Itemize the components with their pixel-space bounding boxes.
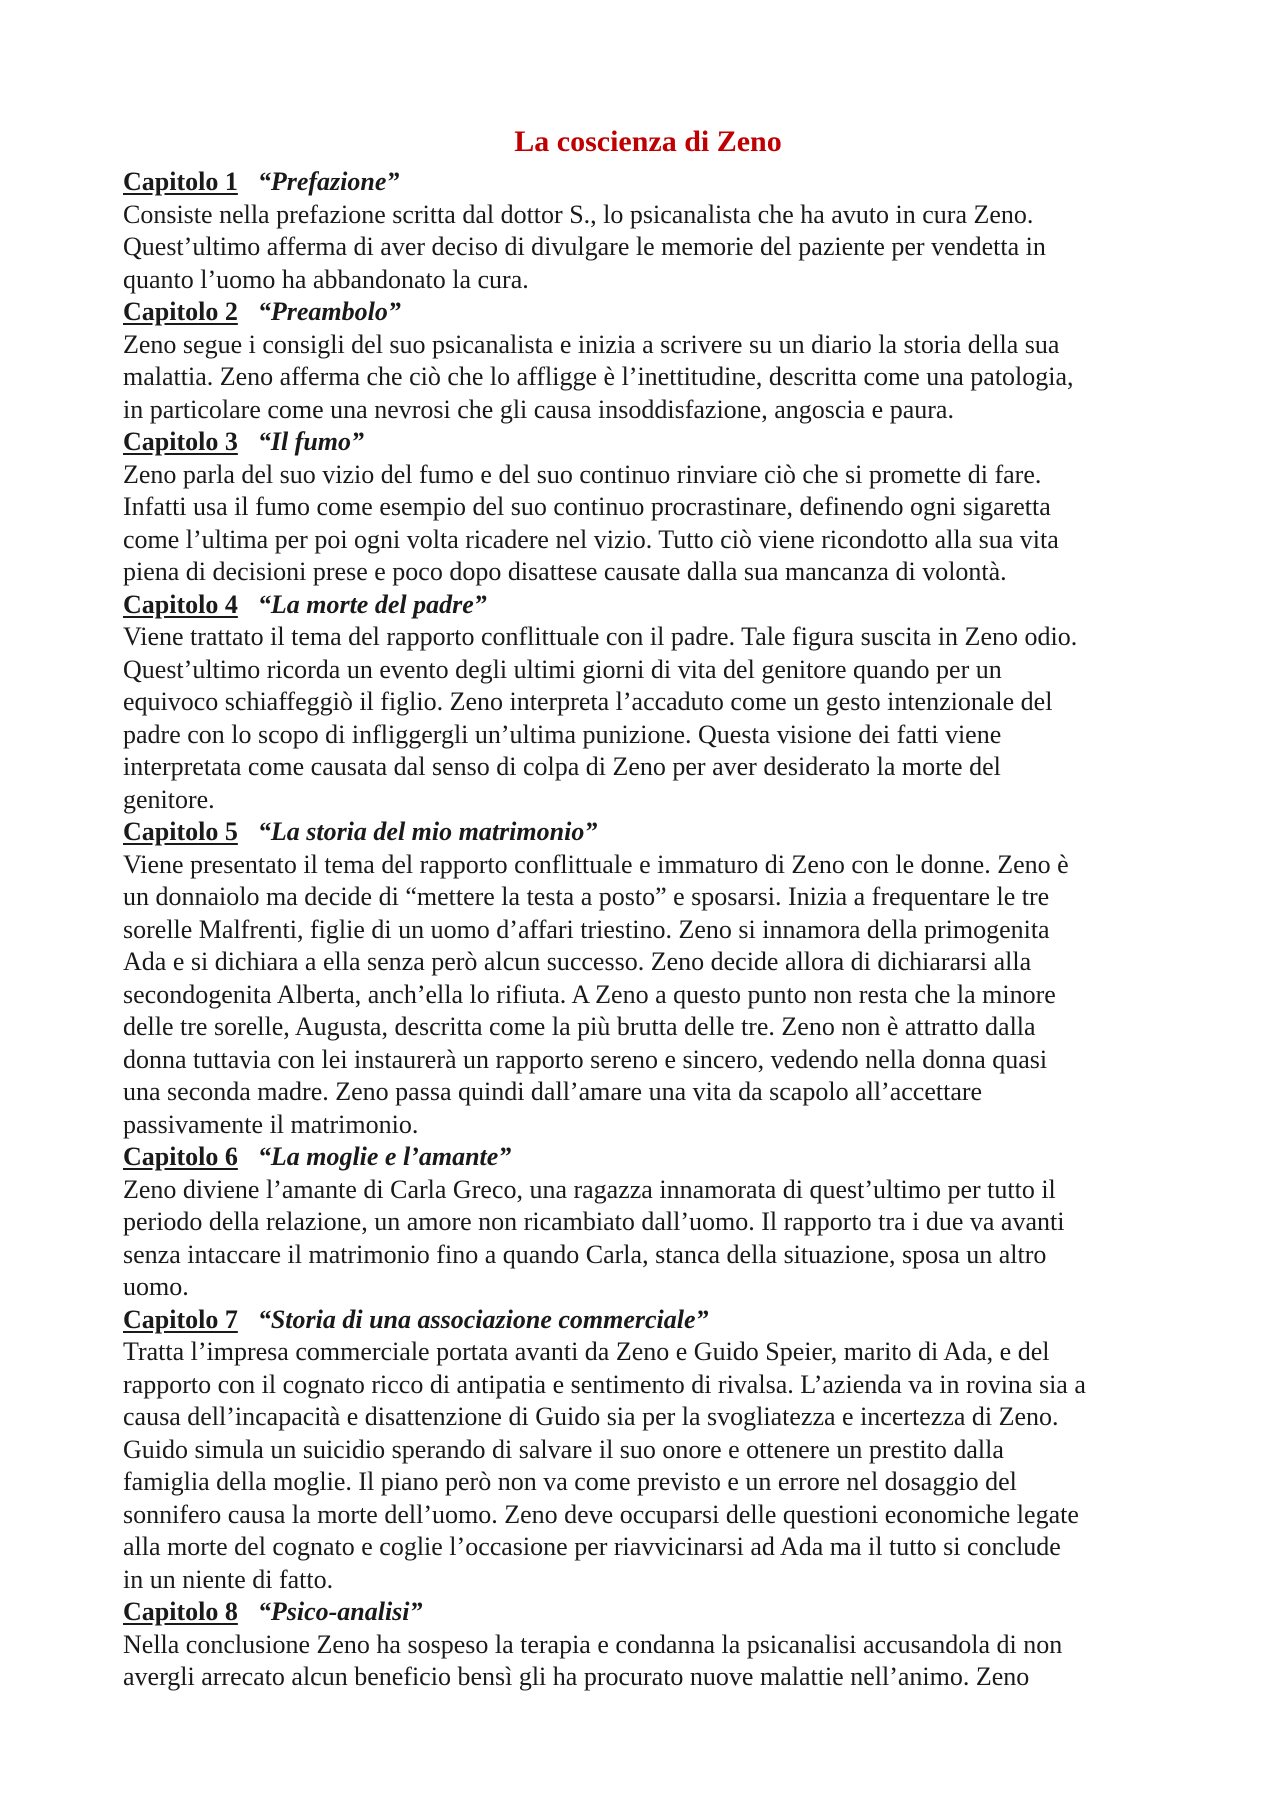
text-line: Ada e si dichiara a ella senza però alcun successo. Zeno decide allora di dichiararsi alla [123, 947, 1032, 976]
text-line: Viene presentato il tema del rapporto conflittuale e immaturo di Zeno con le donne. Zeno è [123, 849, 1069, 879]
chapter-heading [123, 1141, 1173, 1174]
document-title: La coscienza di Zeno [514, 125, 782, 158]
text-line: delle tre sorelle, Augusta, descritta come la più brutta delle tre. Zeno non è attratto dalla [123, 1012, 1036, 1041]
text-line: Quest’ultimo afferma di aver deciso di divulgare le memorie del paziente per vendetta in [123, 232, 1046, 261]
text-line: donna tuttavia con lei instaurerà un rapporto sereno e sincero, vedendo nella donna quasi [123, 1044, 1048, 1074]
chapter-number: Capitolo 3 [123, 427, 238, 456]
chapter-section [123, 589, 1173, 817]
text-line: alla morte del cognato e coglie l’occasione per riavvicinarsi ad Ada ma il tutto si conclude [123, 1532, 1061, 1561]
chapter-title: “La storia del mio matrimonio” [257, 817, 598, 846]
text-line: Tratta l’impresa commerciale portata avanti da Zeno e Guido Speier, marito di Ada, e del [123, 1337, 1050, 1366]
text-line: Zeno parla del suo vizio del fumo e del suo continuo rinviare ciò che si promette di fare. [123, 459, 1042, 489]
chapter-number: Capitolo 7 [123, 1304, 238, 1334]
text-line: genitore. [123, 784, 215, 814]
text-line: equivoco schiaffeggiò il figlio. Zeno interpreta l’accaduto come un gesto intenzionale del [123, 687, 1053, 716]
text-line: uomo. [123, 1272, 189, 1301]
chapter-number: Capitolo 4 [123, 589, 238, 619]
text-line: una seconda madre. Zeno passa quindi dall’amare una vita da scapolo all’accettare [123, 1077, 983, 1106]
chapter-heading [123, 426, 1173, 459]
chapter-heading [123, 816, 1173, 849]
text-line: Nella conclusione Zeno ha sospeso la terapia e condanna la psicanalisi accusandola di non [123, 1629, 1063, 1659]
document-page [123, 118, 1173, 1694]
text-line: secondogenita Alberta, anch’ella lo rifiuta. A Zeno a questo punto non resta che la minore [123, 979, 1056, 1009]
chapter-title: “Storia di una associazione commerciale” [257, 1304, 709, 1334]
text-line: come l’ultima per poi ogni volta ricadere nel vizio. Tutto ciò viene ricondotto alla sua vita [123, 524, 1059, 554]
chapter-title: “Preambolo” [257, 297, 401, 326]
chapter-title: “Il fumo” [257, 427, 365, 456]
text-line: Viene trattato il tema del rapporto conflittuale con il padre. Tale figura suscita in Zeno odio. [123, 622, 1078, 651]
text-line: padre con lo scopo di infliggergli un’ultima punizione. Questa visione dei fatti viene [123, 719, 1002, 749]
text-line: sorelle Malfrenti, figlie di un uomo d’affari triestino. Zeno si innamora della primogenita [123, 914, 1050, 944]
chapter-section [123, 1141, 1173, 1304]
text-line: passivamente il matrimonio. [123, 1109, 419, 1139]
text-line: senza intaccare il matrimonio fino a quando Carla, stanca della situazione, sposa un altro [123, 1239, 1047, 1269]
chapter-heading [123, 166, 1173, 199]
text-line: malattia. Zeno afferma che ciò che lo affligge è l’inettitudine, descritta come una patologia, [123, 362, 1074, 391]
chapter-section [123, 816, 1173, 1141]
chapter-title: “La morte del padre” [257, 589, 487, 619]
chapter-heading [123, 296, 1173, 329]
chapter-heading [123, 589, 1173, 622]
chapter-number: Capitolo 6 [123, 1142, 238, 1171]
chapter-number: Capitolo 5 [123, 817, 238, 846]
text-line: sonnifero causa la morte dell’uomo. Zeno deve occuparsi delle questioni economiche legate [123, 1499, 1079, 1529]
text-line: in un niente di fatto. [123, 1564, 334, 1594]
chapter-section [123, 166, 1173, 296]
text-line: periodo della relazione, un amore non ricambiato dall’uomo. Il rapporto tra i due va avanti [123, 1207, 1065, 1236]
chapter-heading [123, 1596, 1173, 1629]
text-line: rapporto con il cognato ricco di antipatia e sentimento di rivalsa. L’azienda va in rovina sia a [123, 1369, 1086, 1399]
text-line: famiglia della moglie. Il piano però non va come previsto e un errore nel dosaggio del [123, 1467, 1017, 1496]
text-line: interpretata come causata dal senso di colpa di Zeno per aver desiderato la morte del [123, 752, 1001, 781]
text-line: causa dell’incapacità e disattenzione di Guido sia per la svogliatezza e incertezza di Zeno. [123, 1402, 1059, 1431]
text-line: piena di decisioni prese e poco dopo disattese causate dalla sua mancanza di volontà. [123, 557, 1007, 586]
chapter-number: Capitolo 8 [123, 1597, 238, 1626]
text-line: in particolare come una nevrosi che gli causa insoddisfazione, angoscia e paura. [123, 394, 954, 424]
chapter-section [123, 296, 1173, 426]
text-line: Consiste nella prefazione scritta dal dottor S., lo psicanalista che ha avuto in cura Zeno. [123, 199, 1034, 229]
text-line: Guido simula un suicidio sperando di salvare il suo onore e ottenere un prestito dalla [123, 1434, 1004, 1464]
text-line: quanto l’uomo ha abbandonato la cura. [123, 264, 529, 294]
chapter-title: “Prefazione” [257, 167, 400, 196]
chapter-section [123, 1304, 1173, 1597]
text-line: Quest’ultimo ricorda un evento degli ultimi giorni di vita del genitore quando per un [123, 654, 1002, 684]
chapter-number: Capitolo 1 [123, 167, 238, 196]
chapter-title: “La moglie e l’amante” [257, 1142, 512, 1171]
text-line: un donnaiolo ma decide di “mettere la testa a posto” e sposarsi. Inizia a frequentare le tre [123, 882, 1050, 911]
chapter-section [123, 426, 1173, 589]
chapter-section [123, 1596, 1173, 1694]
chapter-title: “Psico-analisi” [257, 1597, 423, 1626]
text-line: Infatti usa il fumo come esempio del suo continuo procrastinare, definendo ogni sigaretta [123, 492, 1051, 521]
text-line: Zeno segue i consigli del suo psicanalista e inizia a scrivere su un diario la storia della sua [123, 329, 1060, 359]
text-line: avergli arrecato alcun beneficio bensì gli ha procurato nuove malattie nell’animo. Zeno [123, 1662, 1030, 1691]
text-line: Zeno diviene l’amante di Carla Greco, una ragazza innamorata di quest’ultimo per tutto il [123, 1174, 1056, 1204]
chapter-number: Capitolo 2 [123, 297, 238, 326]
chapter-heading [123, 1304, 1173, 1337]
